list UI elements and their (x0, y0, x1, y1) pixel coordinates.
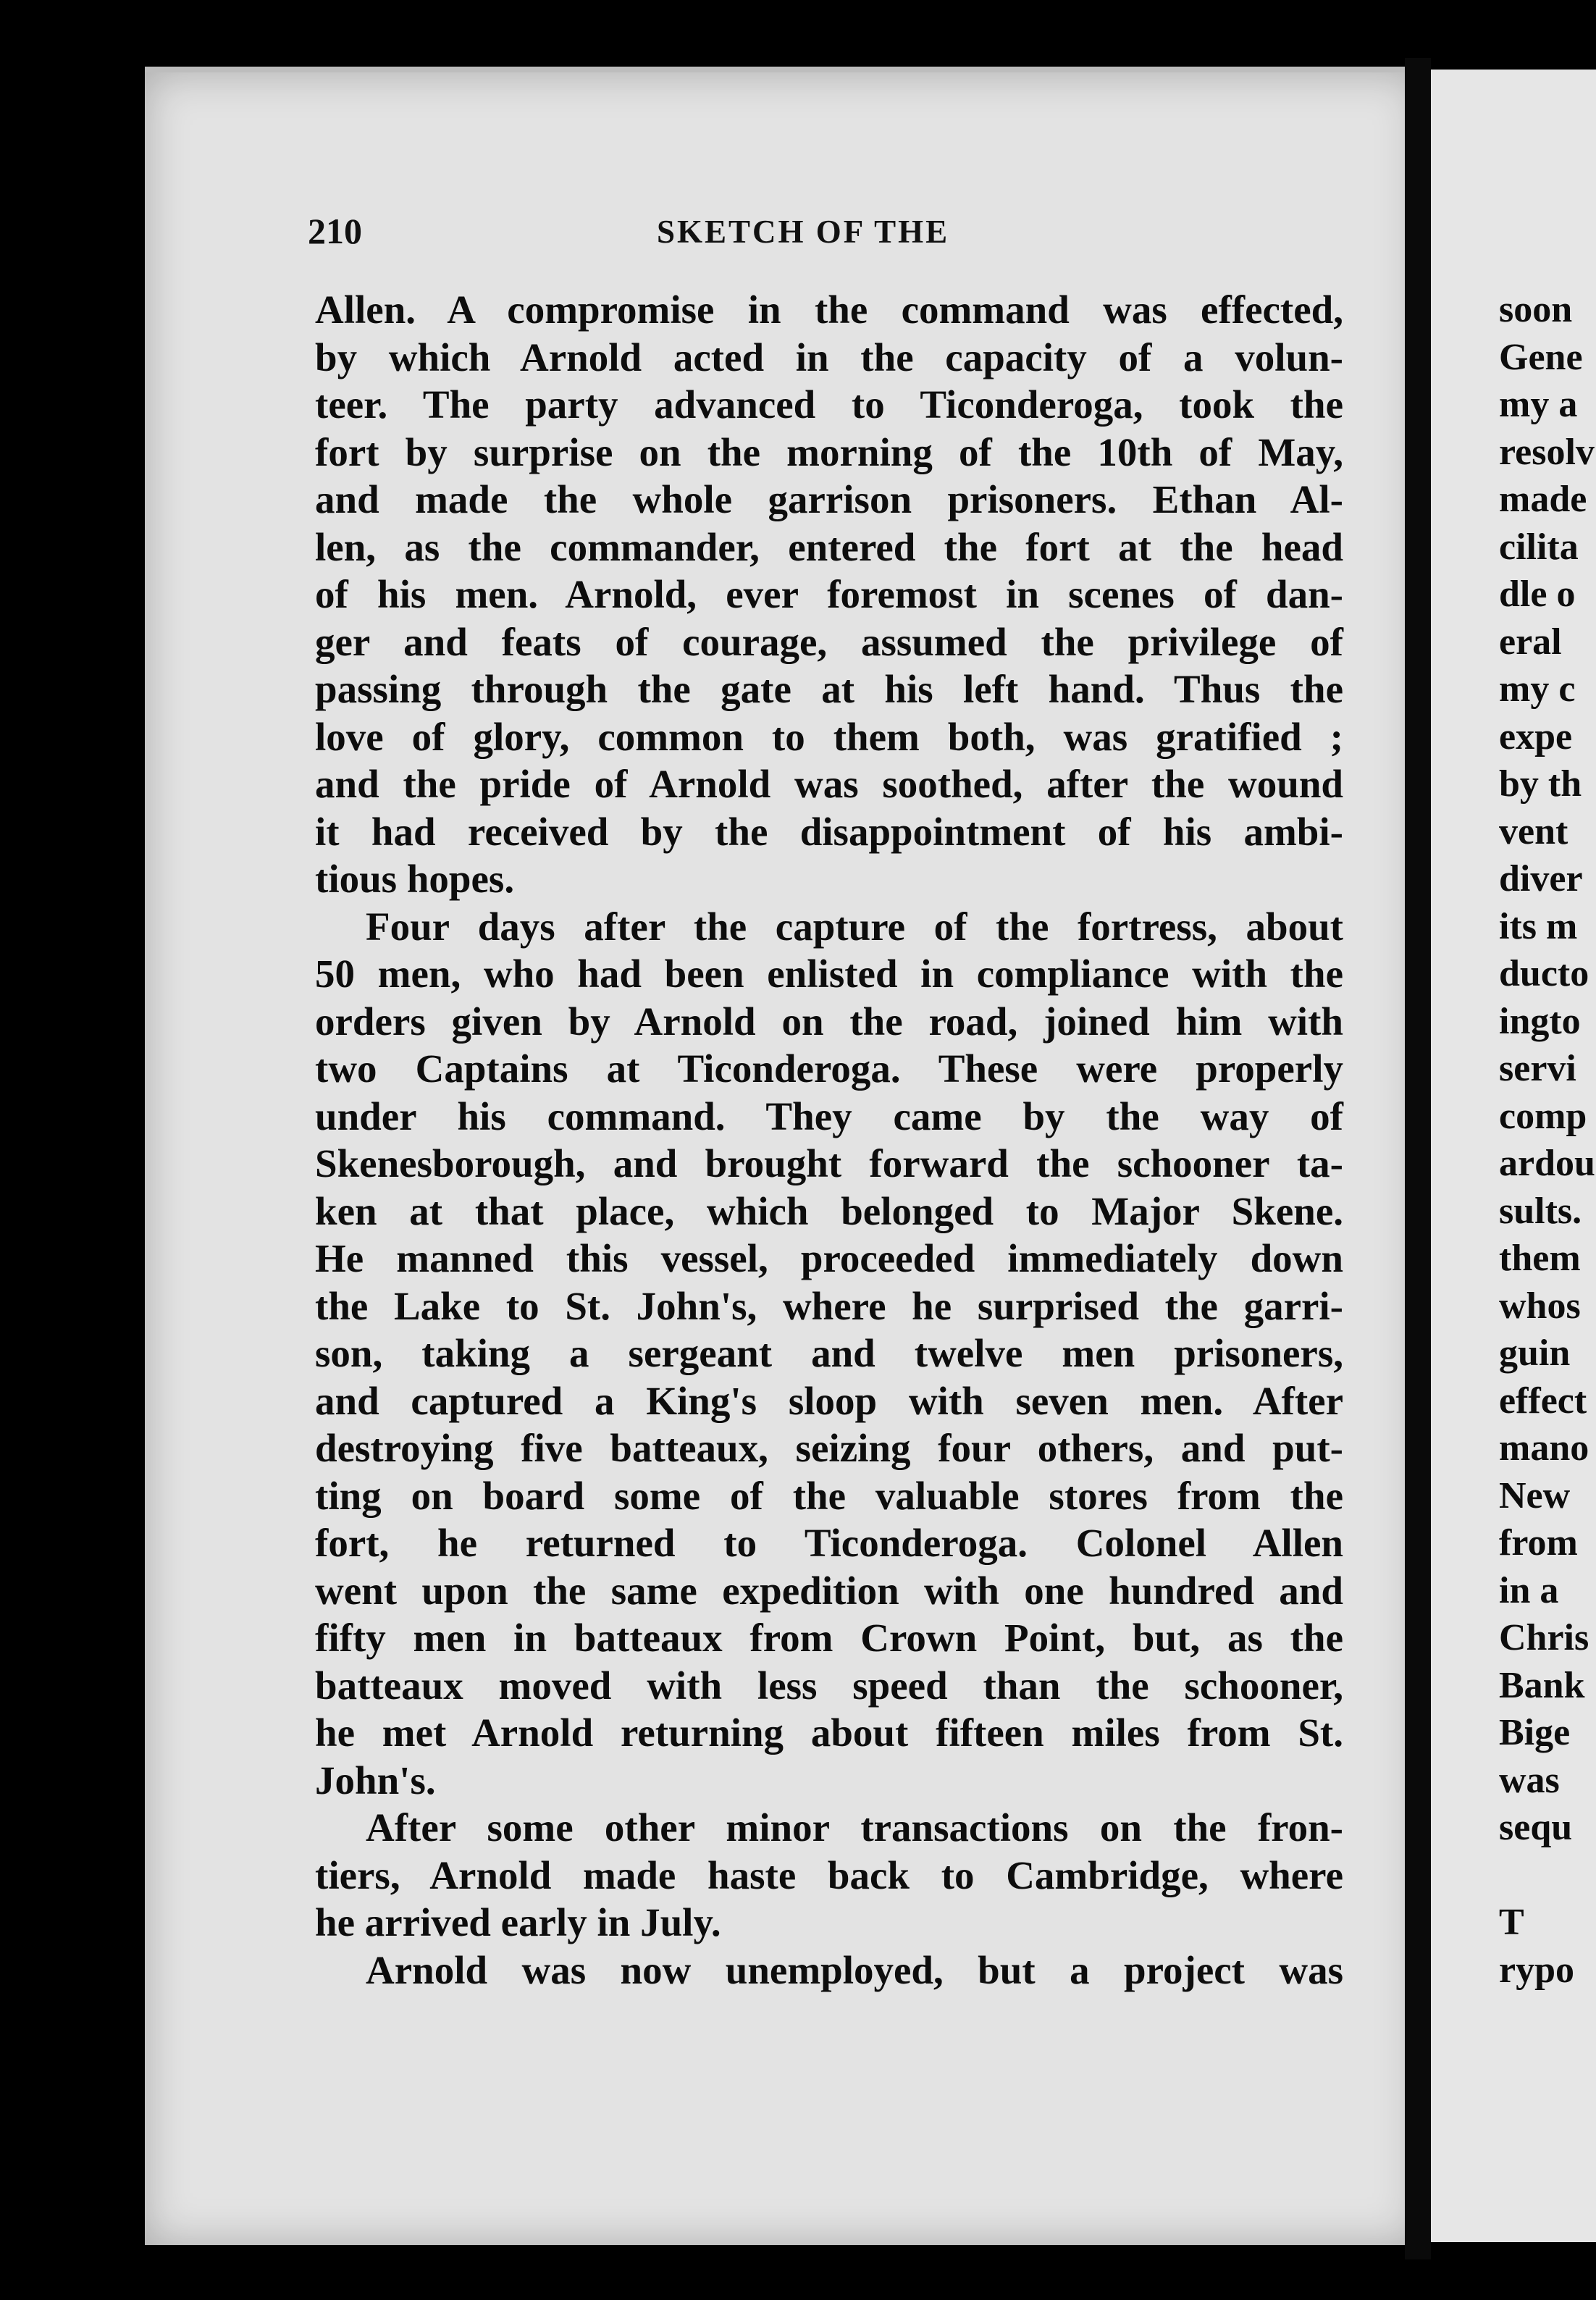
text-fragment: rypo (1499, 1949, 1574, 1991)
text-fragment: guin (1499, 1332, 1571, 1374)
text-line: teer. The party advanced to Ticonderoga, took the (315, 382, 1343, 427)
text-fragment: Chris (1499, 1617, 1589, 1658)
text-line: len, as the commander, entered the fort at the head (315, 524, 1343, 569)
text-fragment: soon (1499, 289, 1573, 330)
text-line: it had received by the disappointment of his ambi- (315, 809, 1343, 854)
text-line: destroying five batteaux, seizing four others, and put- (315, 1426, 1343, 1470)
text-fragment (1499, 1852, 1596, 1900)
text-fragment: eral (1499, 621, 1562, 663)
text-fragment: its m (1499, 905, 1578, 947)
text-line: tiers, Arnold made haste back to Cambridge, where (315, 1852, 1343, 1897)
text-fragment: mano (1499, 1427, 1589, 1469)
text-fragment: servi (1499, 1048, 1576, 1089)
text-fragment: ardou (1499, 1143, 1595, 1184)
text-line: under his command. They came by the way of (315, 1094, 1343, 1138)
text-line: Allen. A compromise in the command was effected, (315, 288, 1343, 332)
text-fragment: from (1499, 1522, 1578, 1564)
text-line: by which Arnold acted in the capacity of a volun- (315, 335, 1343, 379)
text-line: Four days after the capture of the fortress, about (366, 904, 1343, 949)
text-fragment: was (1499, 1759, 1560, 1801)
text-fragment: made (1499, 479, 1587, 520)
text-fragment: by th (1499, 763, 1582, 805)
text-fragment: expe (1499, 715, 1573, 757)
text-line: Arnold was now unemployed, but a project was (366, 1947, 1343, 1992)
text-line: love of glory, common to them both, was gratified ; (315, 714, 1343, 759)
text-line: went upon the same expedition with one hundred and (315, 1568, 1343, 1613)
text-fragment: sults. (1499, 1190, 1582, 1232)
text-line: and made the whole garrison prisoners. Ethan Al- (315, 477, 1343, 521)
text-line: orders given by Arnold on the road, joined him with (315, 999, 1343, 1044)
text-fragment: vent (1499, 810, 1568, 852)
text-fragment: comp (1499, 1095, 1587, 1137)
text-fragment: New (1499, 1474, 1571, 1516)
text-fragment: my c (1499, 668, 1576, 710)
text-fragment: ingto (1499, 1000, 1581, 1042)
text-fragment: resolv (1499, 431, 1595, 473)
text-line: he met Arnold returning about fifteen miles from St. (315, 1711, 1343, 1755)
running-head: SKETCH OF THE (657, 214, 950, 250)
text-fragment: effect (1499, 1380, 1587, 1422)
left-page-text (315, 286, 1343, 1994)
text-line: Skenesborough, and brought forward the schooner ta- (315, 1141, 1343, 1185)
book-gutter (1405, 58, 1431, 2259)
text-fragment: cilita (1499, 526, 1579, 568)
text-fragment: them (1499, 1238, 1581, 1279)
text-fragment: Bige (1499, 1712, 1571, 1753)
text-line: John's. (315, 1758, 436, 1802)
text-fragment: diver (1499, 858, 1583, 899)
text-line: passing through the gate at his left hand. Thus the (315, 667, 1343, 711)
text-line: the Lake to St. John's, where he surprised the garri- (315, 1283, 1343, 1328)
text-fragment: ducto (1499, 953, 1589, 994)
text-line: After some other minor transactions on the fron- (366, 1805, 1343, 1850)
text-fragment: whos (1499, 1285, 1581, 1327)
text-fragment: T (1499, 1902, 1524, 1943)
text-fragment: dle o (1499, 574, 1576, 615)
text-line: ger and feats of courage, assumed the privilege of (315, 619, 1343, 664)
text-fragment: my a (1499, 384, 1578, 425)
text-line: and the pride of Arnold was soothed, after the wound (315, 762, 1343, 806)
text-line: ken at that place, which belonged to Major Skene. (315, 1188, 1343, 1233)
text-line: ting on board some of the valuable stores from the (315, 1473, 1343, 1518)
text-line: son, taking a sergeant and twelve men prisoners, (315, 1331, 1343, 1375)
text-fragment: sequ (1499, 1807, 1573, 1848)
text-line: fort, he returned to Ticonderoga. Colonel Allen (315, 1521, 1343, 1565)
text-line: two Captains at Ticonderoga. These were properly (315, 1046, 1343, 1091)
text-line: batteaux moved with less speed than the schooner, (315, 1663, 1343, 1708)
right-page-text (1499, 286, 1596, 1994)
text-fragment: in a (1499, 1569, 1559, 1611)
page-header (308, 210, 1343, 261)
text-line: fort by surprise on the morning of the 10th of May, (315, 429, 1343, 474)
page-number: 210 (308, 211, 362, 251)
text-fragment: Gene (1499, 336, 1583, 378)
text-line: he arrived early in July. (315, 1900, 721, 1944)
text-line: fifty men in batteaux from Crown Point, but, as the (315, 1616, 1343, 1660)
text-line: and captured a King's sloop with seven men. After (315, 1378, 1343, 1423)
text-line: He manned this vessel, proceeded immediately down (315, 1236, 1343, 1280)
text-line: of his men. Arnold, ever foremost in scenes of dan- (315, 572, 1343, 616)
text-line: 50 men, who had been enlisted in compliance with the (315, 952, 1343, 996)
text-fragment: Bank (1499, 1664, 1585, 1706)
text-line: tious hopes. (315, 857, 515, 901)
